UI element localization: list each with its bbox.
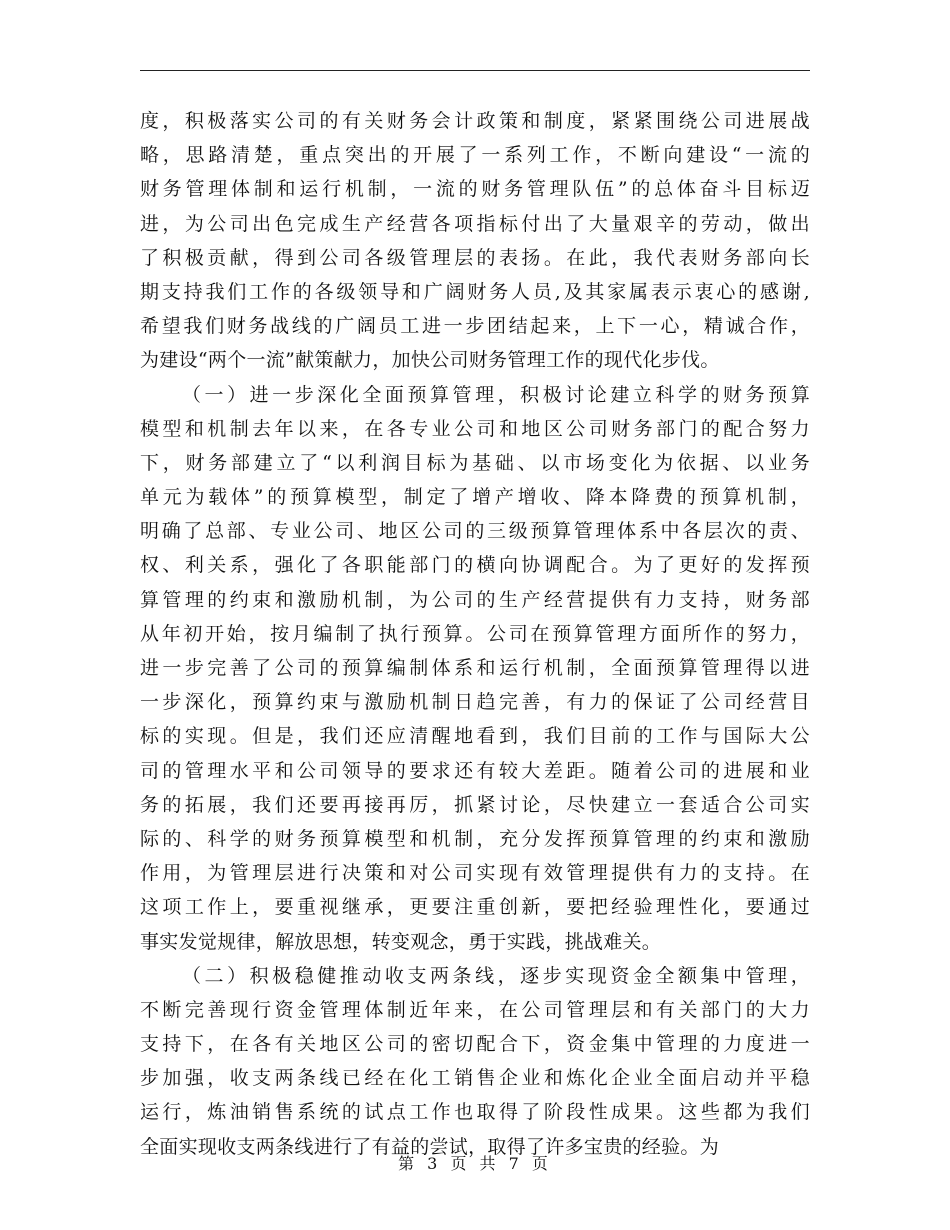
paragraph-1-line: 为建设“两个一流”献策献力，加快公司财务管理工作的现代化步伐。	[140, 349, 720, 372]
paragraph-1-line: 财务管理体制和运行机制，一流的财务管理队伍”的总体奋斗目标迈	[140, 178, 810, 201]
paragraph-2-line: 进一步完善了公司的预算编制体系和运行机制，全面预算管理得以进	[140, 657, 810, 679]
page-footer: 第 3 页 共 7 页	[398, 1154, 552, 1173]
paragraph-2-line: （一）进一步深化全面预算管理，积极讨论建立科学的财务预算	[182, 383, 810, 406]
paragraph-3-line: 支持下，在各有关地区公司的密切配合下，资金集中管理的力度进一	[140, 1033, 810, 1056]
paragraph-1-line: 进，为公司出色完成生产经营各项指标付出了大量艰辛的劳动，做出	[140, 212, 810, 235]
paragraph-3-line: 步加强，收支两条线已经在化工销售企业和炼化企业全面启动并平稳	[140, 1067, 810, 1090]
paragraph-1-line: 希望我们财务战线的广阔员工进一步团结起来，上下一心，精诚合作，	[140, 315, 810, 338]
paragraph-2-line: 务的拓展，我们还要再接再厉，抓紧讨论，尽快建立一套适合公司实	[140, 793, 810, 816]
paragraph-2-line: 单元为载体”的预算模型，制定了增产增收、降本降费的预算机制，	[140, 486, 810, 509]
paragraph-2-line: 际的、科学的财务预算模型和机制，充分发挥预算管理的约束和激励	[140, 827, 810, 850]
paragraph-2-line: 算管理的约束和激励机制，为公司的生产经营提供有力支持，财务部	[140, 588, 810, 611]
paragraph-1-line: 略，思路清楚，重点突出的开展了一系列工作，不断向建设“一流的	[140, 144, 810, 167]
paragraph-2-line: 标的实现。但是，我们还应清醒地看到，我们目前的工作与国际大公	[140, 725, 810, 748]
paragraph-3-line: 全面实现收支两条线进行了有益的尝试，取得了许多宝贵的经验。为	[140, 1135, 720, 1158]
paragraph-2-line: 这项工作上，要重视继承，更要注重创新，要把经验理性化，要通过	[140, 896, 810, 919]
paragraph-2-line: 作用，为管理层进行决策和对公司实现有效管理提供有力的支持。在	[140, 862, 810, 885]
paragraph-2-line: 模型和机制去年以来，在各专业公司和地区公司财务部门的配合努力	[140, 417, 810, 440]
paragraph-1-line: 度，积极落实公司的有关财务会计政策和制度，紧紧围绕公司进展战	[140, 110, 810, 132]
paragraph-2-line: 下，财务部建立了“以利润目标为基础、以市场变化为依据、以业务	[140, 451, 810, 474]
paragraph-3-line: （二）积极稳健推动收支两条线，逐步实现资金全额集中管理，	[182, 964, 810, 987]
paragraph-1-line: 了积极贡献，得到公司各级管理层的表扬。在此，我代表财务部向长	[140, 246, 810, 269]
paragraph-3-line: 不断完善现行资金管理体制近年来，在公司管理层和有关部门的大力	[140, 998, 810, 1021]
header-rule	[140, 70, 810, 71]
paragraph-2-line: 事实发觉规律，解放思想，转变观念，勇于实践，挑战难关。	[140, 930, 662, 953]
paragraph-2-line: 从年初开始，按月编制了执行预算。公司在预算管理方面所作的努力，	[140, 622, 810, 645]
paragraph-2-line: 一步深化，预算约束与激励机制日趋完善，有力的保证了公司经营目	[140, 691, 810, 714]
paragraph-2-line: 司的管理水平和公司领导的要求还有较大差距。随着公司的进展和业	[140, 759, 810, 782]
document-body	[140, 104, 810, 1164]
paragraph-2-line: 明确了总部、专业公司、地区公司的三级预算管理体系中各层次的责、	[140, 520, 810, 543]
paragraph-3-line: 运行，炼油销售系统的试点工作也取得了阶段性成果。这些都为我们	[140, 1101, 810, 1124]
paragraph-1-line: 期支持我们工作的各级领导和广阔财务人员,及其家属表示衷心的感谢,	[140, 280, 810, 303]
paragraph-2-line: 权、利关系，强化了各职能部门的横向协调配合。为了更好的发挥预	[140, 554, 810, 577]
